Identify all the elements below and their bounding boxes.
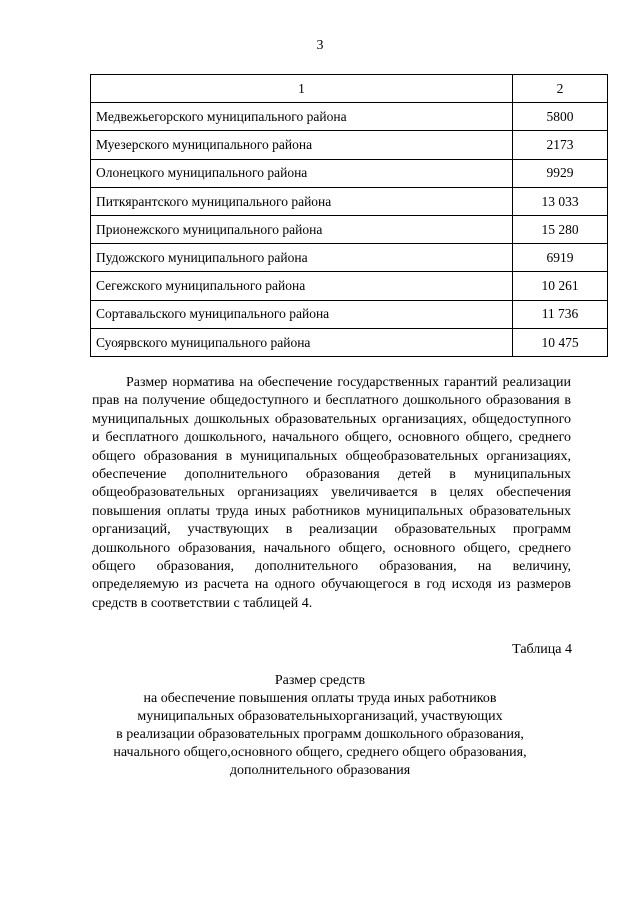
district-name-cell: Сортавальского муниципального района [91,300,513,328]
district-name-cell: Сегежского муниципального района [91,272,513,300]
district-name-cell: Медвежьегорского муниципального района [91,103,513,131]
district-name-cell: Муезерского муниципального района [91,131,513,159]
table-row [91,103,608,131]
table-row [91,187,608,215]
caption-line: в реализации образовательных программ дошкольного образования, [116,727,524,742]
amount-cell: 6919 [513,244,608,272]
table-row [91,328,608,356]
amount-cell: 11 736 [513,300,608,328]
amount-cell: 15 280 [513,215,608,243]
amount-cell: 10 475 [513,328,608,356]
district-name-cell: Суоярвского муниципального района [91,328,513,356]
page-number: 3 [316,38,324,53]
caption-line: муниципальных образовательныхорганизаций, участвующих [137,709,503,724]
district-name-cell: Пудожского муниципального района [91,244,513,272]
table-header-cell-1: 1 [91,75,513,103]
amount-cell: 13 033 [513,187,608,215]
table-header-row [91,75,608,103]
table-row [91,272,608,300]
table-row [91,159,608,187]
table-row [91,215,608,243]
amount-cell: 9929 [513,159,608,187]
table-row [91,244,608,272]
caption-line: дополнительного образования [229,763,411,778]
district-name-cell: Питкярантского муниципального района [91,187,513,215]
amount-cell: 5800 [513,103,608,131]
table-label: Таблица 4 [512,642,572,657]
amount-cell: 10 261 [513,272,608,300]
table-row [91,131,608,159]
table-header-cell-2: 2 [513,75,608,103]
table-caption [60,672,580,780]
body-paragraph: Размер норматива на обеспечение государственных гарантий реализации прав на получение общедоступного и бесплатного дошкольного образования в муниципальных дошкольных образовательных организациях, общедоступного и бесплатного дошкольного, начального общего, основного общего, среднего общего образования в муниципальных общеобразовательных организациях, обеспечение дополнительного образования детей в муниципальных общеобразовательных организациях увеличивается в целях обеспечения повышения оплаты труда иных работников муниципальных образовательных организаций, участвующих в реализации образовательных программ дошкольного образования, начального общего, основного общего, среднего общего образования, дополнительного образования, на величину, определяемую из расчета на одного обучающегося в год исходя из размеров средств в соответствии с таблицей 4. [92,375,571,611]
amount-cell: 2173 [513,131,608,159]
district-name-cell: Олонецкого муниципального района [91,159,513,187]
data-table [90,74,608,357]
caption-line: на обеспечение повышения оплаты труда иных работников [143,691,497,706]
district-name-cell: Прионежского муниципального района [91,215,513,243]
caption-line: начального общего,основного общего, среднего общего образования, [113,745,527,760]
caption-line: Размер средств [274,673,366,688]
table-row [91,300,608,328]
